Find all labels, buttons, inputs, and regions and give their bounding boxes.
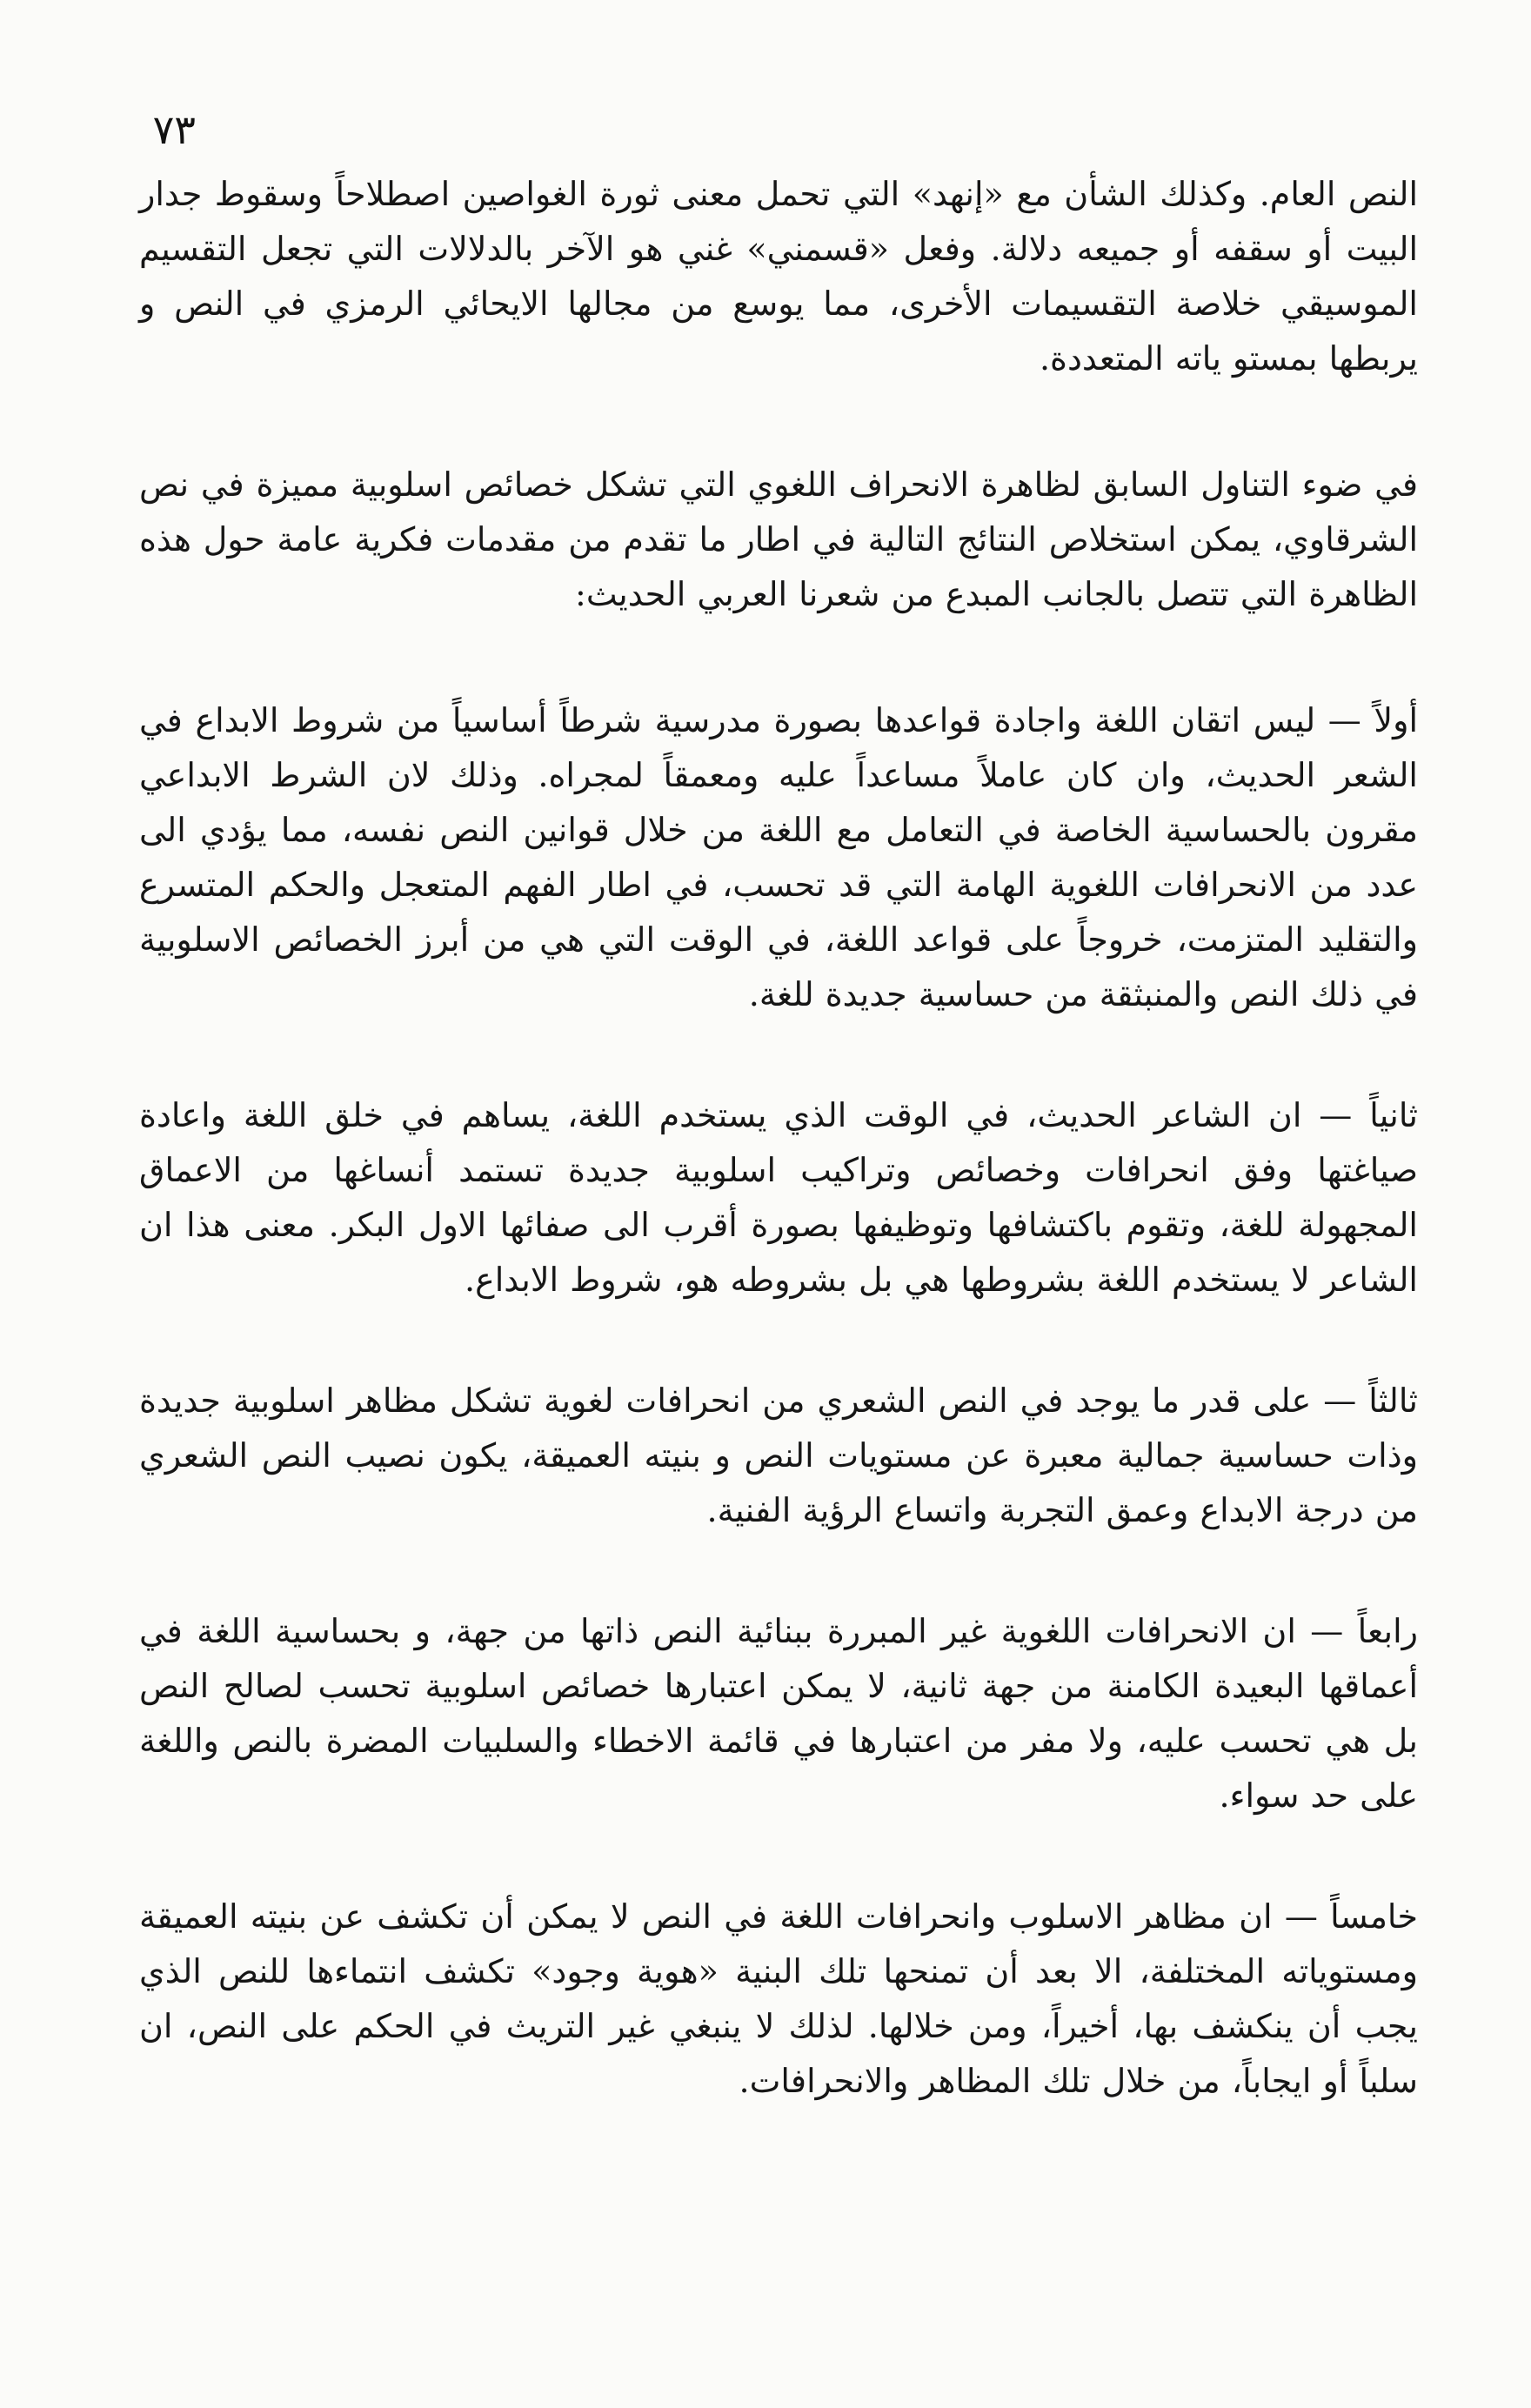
paragraph-7: خامساً — ان مظاهر الاسلوب وانحرافات اللغة في النص لا يمكن أن تكشف عن بنيته العميقة ومستوياته المختلفة، الا بعد أن تمنحها تلك البنية «هوية وجود» تكشف انتماءها للنص الذي يجب أن ينكشف بها، أخيراً، ومن خلالها. لذلك لا ينبغي غير التريث في الحكم على النص، ان سلباً أو ايجاباً، من خلال تلك المظاهر والانحرافات. <box>139 1897 1418 2100</box>
paragraph-4: ثانياً — ان الشاعر الحديث، في الوقت الذي يستخدم اللغة، يساهم في خلق اللغة واعادة صياغتها وفق انحرافات وخصائص وتراكيب اسلوبية جديدة تستمد أنساغها من الاعماق المجهولة للغة، وتقوم باكتشافها وتوظيفها بصورة أقرب الى صفائها الاول البكر. معنى هذا ان الشاعر لا يستخدم اللغة بشروطها هي بل بشروطه هو، شروط الابداع. <box>139 1096 1418 1299</box>
page-number: ٧٣ <box>152 106 196 153</box>
body-text <box>139 167 1418 2109</box>
paragraph-3: أولاً — ليس اتقان اللغة واجادة قواعدها بصورة مدرسية شرطاً أساسياً من شروط الابداع في الشعر الحديث، وان كان عاملاً مساعداً عليه ومعمقاً لمجراه. وذلك لان الشرط الابداعي مقرون بالحساسية الخاصة في التعامل مع اللغة من خلال قوانين النص نفسه، مما يؤدي الى عدد من الانحرافات اللغوية الهامة التي قد تحسب، في اطار الفهم المتعجل والحكم المتسرع والتقليد المتزمت، خروجاً على قواعد اللغة، في الوقت التي هي من أبرز الخصائص الاسلوبية في ذلك النص والمنبثقة من حساسية جديدة للغة. <box>139 701 1418 1013</box>
paragraph-1: النص العام. وكذلك الشأن مع «إنهد» التي تحمل معنى ثورة الغواصين اصطلاحاً وسقوط جدار البيت أو سقفه أو جميعه دلالة. وفعل «قسمني» غني هو الآخر بالدلالات التي تجعل التقسيم الموسيقي خلاصة التقسيمات الأخرى، مما يوسع من مجالها الايحائي الرمزي في النص و يربطها بمستو ياته المتعددة. <box>139 175 1418 378</box>
paragraph-6: رابعاً — ان الانحرافات اللغوية غير المبررة ببنائية النص ذاتها من جهة، و بحساسية اللغة في أعماقها البعيدة الكامنة من جهة ثانية، لا يمكن اعتبارها خصائص اسلوبية تحسب لصالح النص بل هي تحسب عليه، ولا مفر من اعتبارها في قائمة الاخطاء والسلبيات المضرة بالنص واللغة على حد سواء. <box>139 1612 1418 1815</box>
paragraph-5: ثالثاً — على قدر ما يوجد في النص الشعري من انحرافات لغوية تشكل مظاهر اسلوبية جديدة وذات حساسية جمالية معبرة عن مستويات النص و بنيته العميقة، يكون نصيب النص الشعري من درجة الابداع وعمق التجربة واتساع الرؤية الفنية. <box>139 1381 1418 1529</box>
paragraph-2: في ضوء التناول السابق لظاهرة الانحراف اللغوي التي تشكل خصائص اسلوبية مميزة في نص الشرقاوي، يمكن استخلاص النتائج التالية في اطار ما تقدم من مقدمات فكرية عامة حول هذه الظاهرة التي تتصل بالجانب المبدع من شعرنا العربي الحديث: <box>139 465 1418 613</box>
